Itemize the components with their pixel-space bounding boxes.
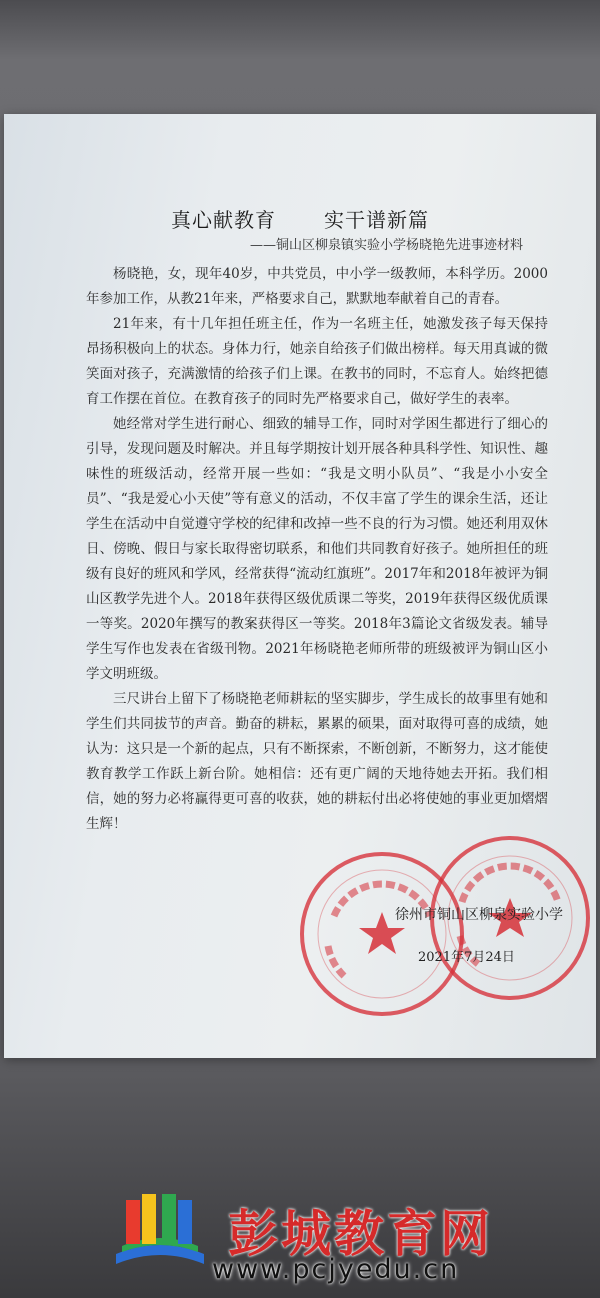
paragraph: 21年来，有十几年担任班主任，作为一名班主任，她激发孩子每天保持昂扬积极向上的状态。身体力行，她亲自给孩子们做出榜样。每天用真诚的微笑面对孩子，充满激情的给孩子们上课。在教书的同时，不忘育人。始终把德育工作摆在首位。在教育孩子的同时先严格要求自己，做好学生的表率。 bbox=[86, 316, 548, 407]
book-logo-icon bbox=[106, 1188, 214, 1270]
signer-name: 徐州市铜山区柳泉实验小学 bbox=[395, 907, 563, 923]
title-part-2: 实干谱新篇 bbox=[324, 208, 429, 232]
document-body bbox=[86, 262, 548, 837]
paragraph: 杨晓艳，女，现年40岁，中共党员，中小学一级教师，本科学历。2000年参加工作，从教21年来，严格要求自己，默默地奉献着自己的青春。 bbox=[86, 266, 548, 307]
watermark-site-name: 彭城教育网 bbox=[228, 1205, 493, 1263]
document-date: 2021年7月24日 bbox=[418, 950, 515, 965]
document-subtitle: ——铜山区柳泉镇实验小学杨晓艳先进事迹材料 bbox=[250, 238, 524, 253]
paragraph: 她经常对学生进行耐心、细致的辅导工作，同时对学困生都进行了细心的引导，发现问题及时解决。并且每学期按计划开展各种具科学性、知识性、趣味性的班级活动，经常开展一些如：“我是文明小队员”、“我是小小安全员”、“我是爱心小天使”等有意义的活动，不仅丰富了学生的课余生活，还让学生在活动中自觉遵守学校的纪律和改掉一些不良的行为习惯。她还利用双休日、傍晚、假日与家长取得密切联系，和他们共同教育好孩子。她所担任的班级有良好的班风和学风，经常获得“流动红旗班”。2017年和2018年被评为铜山区教学先进个人。2018年获得区级优质课二等奖，2019年获得区级优质课一等奖。2020年撰写的教案获得区一等奖。2018年3篇论文省级发表。辅导学生写作也发表在省级刊物。2021年杨晓艳老师所带的班级被评为铜山区小学文明班级。 bbox=[86, 416, 548, 682]
document-title bbox=[0, 204, 600, 233]
title-part-1: 真心献教育 bbox=[171, 208, 276, 232]
watermark-url: www.pcjyedu.cn bbox=[212, 1254, 460, 1285]
paragraph: 三尺讲台上留下了杨晓艳老师耕耘的坚实脚步，学生成长的故事里有她和学生们共同拔节的声音。勤奋的耕耘，累累的硕果，面对取得可喜的成绩，她认为：这只是一个新的起点，只有不断探索，不断创新，不断努力，这才能使教育教学工作跃上新台阶。她相信：还有更广阔的天地待她去开拓。我们相信，她的努力必将赢得更可喜的收获，她的耕耘付出必将使她的事业更加熠熠生辉！ bbox=[86, 691, 548, 832]
